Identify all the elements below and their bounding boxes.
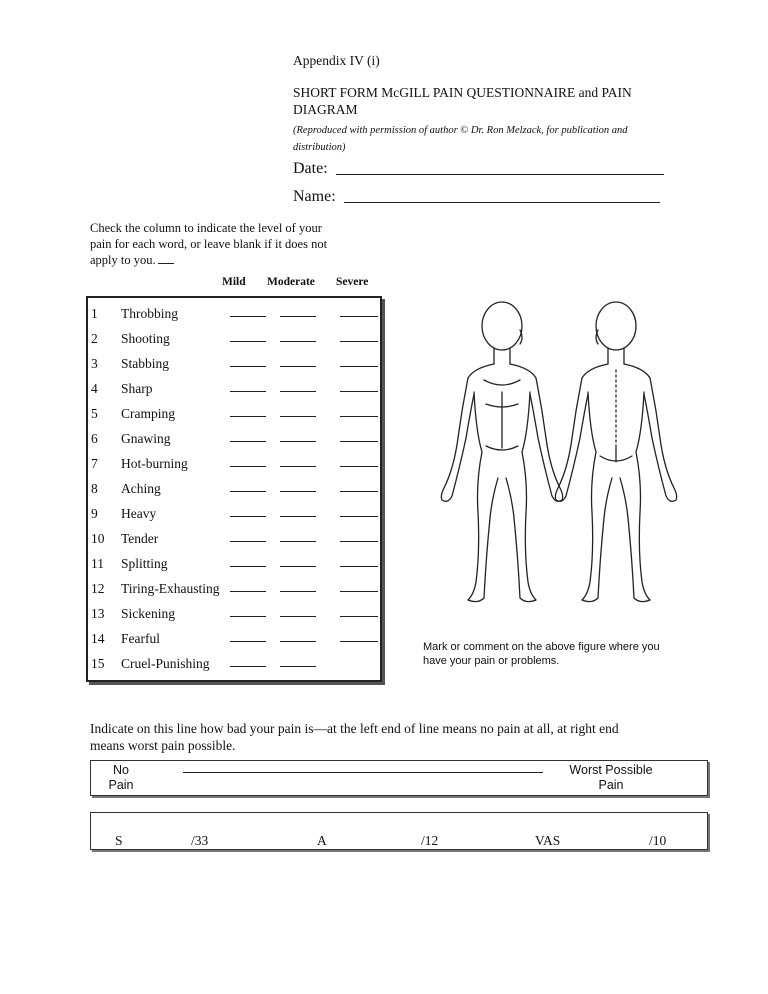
body-diagram[interactable] [420, 296, 690, 616]
descriptor-number: 8 [91, 481, 98, 496]
score-s-label: S [115, 833, 123, 848]
mild-blank[interactable] [230, 616, 266, 617]
mild-blank[interactable] [230, 566, 266, 567]
name-field[interactable] [293, 188, 660, 206]
mild-blank[interactable] [230, 316, 266, 317]
column-mild: Mild [222, 276, 246, 288]
descriptor-number: 10 [91, 531, 105, 546]
severe-blank[interactable] [340, 441, 378, 442]
score-a-label: A [317, 833, 327, 848]
score-s-max: /33 [191, 833, 209, 848]
severe-blank[interactable] [340, 341, 378, 342]
moderate-blank[interactable] [280, 391, 316, 392]
descriptor-row [88, 556, 380, 581]
instructions-line2: pain for each word, or leave blank if it does not [90, 237, 328, 251]
descriptor-row [88, 631, 380, 656]
descriptor-word: Splitting [121, 556, 168, 571]
descriptor-word: Cramping [121, 406, 175, 421]
severe-blank[interactable] [340, 466, 378, 467]
mild-blank[interactable] [230, 516, 266, 517]
descriptor-row [88, 331, 380, 356]
column-moderate: Moderate [267, 276, 315, 288]
pain-descriptor-table [86, 296, 382, 682]
vas-left-label [99, 763, 143, 793]
descriptor-word: Fearful [121, 631, 160, 646]
form-title-line2: DIAGRAM [293, 102, 358, 117]
date-label: Date: [293, 160, 328, 177]
mild-blank[interactable] [230, 491, 266, 492]
descriptor-word: Sickening [121, 606, 175, 621]
severe-blank[interactable] [340, 366, 378, 367]
severe-blank[interactable] [340, 616, 378, 617]
descriptor-number: 14 [91, 631, 105, 646]
descriptor-word: Tiring-Exhausting [121, 581, 220, 596]
descriptor-word: Throbbing [121, 306, 178, 321]
descriptor-number: 7 [91, 456, 98, 471]
moderate-blank[interactable] [280, 516, 316, 517]
moderate-blank[interactable] [280, 591, 316, 592]
descriptor-number: 9 [91, 506, 98, 521]
moderate-blank[interactable] [280, 341, 316, 342]
citation-line1: (Reproduced with permission of author © Dr. Ron Melzack, for publication and [293, 125, 628, 136]
vas-right-label [551, 763, 671, 793]
descriptor-word: Sharp [121, 381, 153, 396]
severe-blank[interactable] [340, 516, 378, 517]
score-vas-label: VAS [535, 833, 561, 848]
moderate-blank[interactable] [280, 316, 316, 317]
descriptor-number: 12 [91, 581, 105, 596]
vas-right-label-line2: Pain [598, 778, 624, 792]
mild-blank[interactable] [230, 666, 266, 667]
vas-instructions-line1: Indicate on this line how bad your pain is—at the left end of line means no pain at all, at right end [90, 721, 619, 736]
moderate-blank[interactable] [280, 441, 316, 442]
severe-blank[interactable] [340, 591, 378, 592]
descriptor-word: Stabbing [121, 356, 170, 371]
descriptor-row [88, 581, 380, 606]
moderate-blank[interactable] [280, 541, 316, 542]
vas-right-label-line1: Worst Possible [569, 763, 653, 777]
vas-instructions [90, 720, 730, 754]
descriptor-row [88, 431, 380, 456]
mild-blank[interactable] [230, 366, 266, 367]
vas-instructions-line2: means worst pain possible. [90, 738, 236, 753]
moderate-blank[interactable] [280, 616, 316, 617]
descriptor-word: Hot-burning [121, 456, 188, 471]
descriptor-row [88, 356, 380, 381]
descriptor-row [88, 506, 380, 531]
severe-blank[interactable] [340, 416, 378, 417]
descriptor-number: 15 [91, 656, 105, 671]
instructions-line1: Check the column to indicate the level of your [90, 221, 322, 235]
descriptor-word: Heavy [121, 506, 157, 521]
moderate-blank[interactable] [280, 366, 316, 367]
column-severe: Severe [336, 276, 369, 288]
severe-blank[interactable] [340, 491, 378, 492]
body-back-figure [555, 302, 676, 602]
severe-blank[interactable] [340, 541, 378, 542]
mild-blank[interactable] [230, 591, 266, 592]
descriptor-number: 5 [91, 406, 98, 421]
descriptor-word: Gnawing [121, 431, 171, 446]
severe-blank[interactable] [340, 391, 378, 392]
score-a-max: /12 [421, 833, 439, 848]
moderate-blank[interactable] [280, 641, 316, 642]
diagram-caption-line2: have your pain or problems. [423, 655, 560, 667]
name-line[interactable] [344, 202, 660, 203]
instructions-line3: apply to you. [90, 252, 370, 268]
severe-blank[interactable] [340, 641, 378, 642]
moderate-blank[interactable] [280, 566, 316, 567]
descriptor-word: Cruel-Punishing [121, 656, 210, 671]
mild-blank[interactable] [230, 541, 266, 542]
descriptor-number: 11 [91, 556, 104, 571]
moderate-blank[interactable] [280, 466, 316, 467]
descriptor-row [88, 406, 380, 431]
descriptor-row [88, 306, 380, 331]
descriptor-number: 3 [91, 356, 98, 371]
descriptor-number: 13 [91, 606, 105, 621]
moderate-blank[interactable] [280, 491, 316, 492]
descriptor-number: 2 [91, 331, 98, 346]
descriptor-row [88, 481, 380, 506]
date-field[interactable] [293, 160, 664, 178]
mild-blank[interactable] [230, 341, 266, 342]
descriptor-row [88, 606, 380, 631]
descriptor-number: 4 [91, 381, 98, 396]
moderate-blank[interactable] [280, 666, 316, 667]
instructions [90, 220, 370, 268]
descriptor-row [88, 656, 380, 681]
citation-line2: distribution) [293, 142, 346, 153]
vas-scale [90, 760, 708, 796]
score-vas-max: /10 [649, 833, 667, 848]
diagram-caption-line1: Mark or comment on the above figure where you [423, 641, 660, 653]
diagram-caption [423, 640, 693, 668]
severe-blank[interactable] [340, 566, 378, 567]
descriptor-number: 6 [91, 431, 98, 446]
descriptor-number: 1 [91, 306, 98, 321]
vas-line[interactable] [183, 772, 543, 773]
body-front-figure [441, 302, 562, 602]
descriptor-word: Aching [121, 481, 161, 496]
descriptor-row [88, 456, 380, 481]
mild-blank[interactable] [230, 391, 266, 392]
descriptor-word: Shooting [121, 331, 170, 346]
descriptor-row [88, 381, 380, 406]
severe-blank[interactable] [340, 316, 378, 317]
mild-blank[interactable] [230, 466, 266, 467]
date-line[interactable] [336, 174, 664, 175]
vas-left-label-line1: No [113, 763, 129, 777]
score-box [90, 812, 708, 850]
mild-blank[interactable] [230, 641, 266, 642]
appendix-label: Appendix IV (i) [293, 53, 380, 68]
name-label: Name: [293, 188, 336, 205]
moderate-blank[interactable] [280, 416, 316, 417]
mild-blank[interactable] [230, 416, 266, 417]
descriptor-row [88, 531, 380, 556]
descriptor-word: Tender [121, 531, 159, 546]
mild-blank[interactable] [230, 441, 266, 442]
form-title-line1: SHORT FORM McGILL PAIN QUESTIONNAIRE and PAIN [293, 85, 632, 100]
vas-left-label-line2: Pain [108, 778, 134, 792]
